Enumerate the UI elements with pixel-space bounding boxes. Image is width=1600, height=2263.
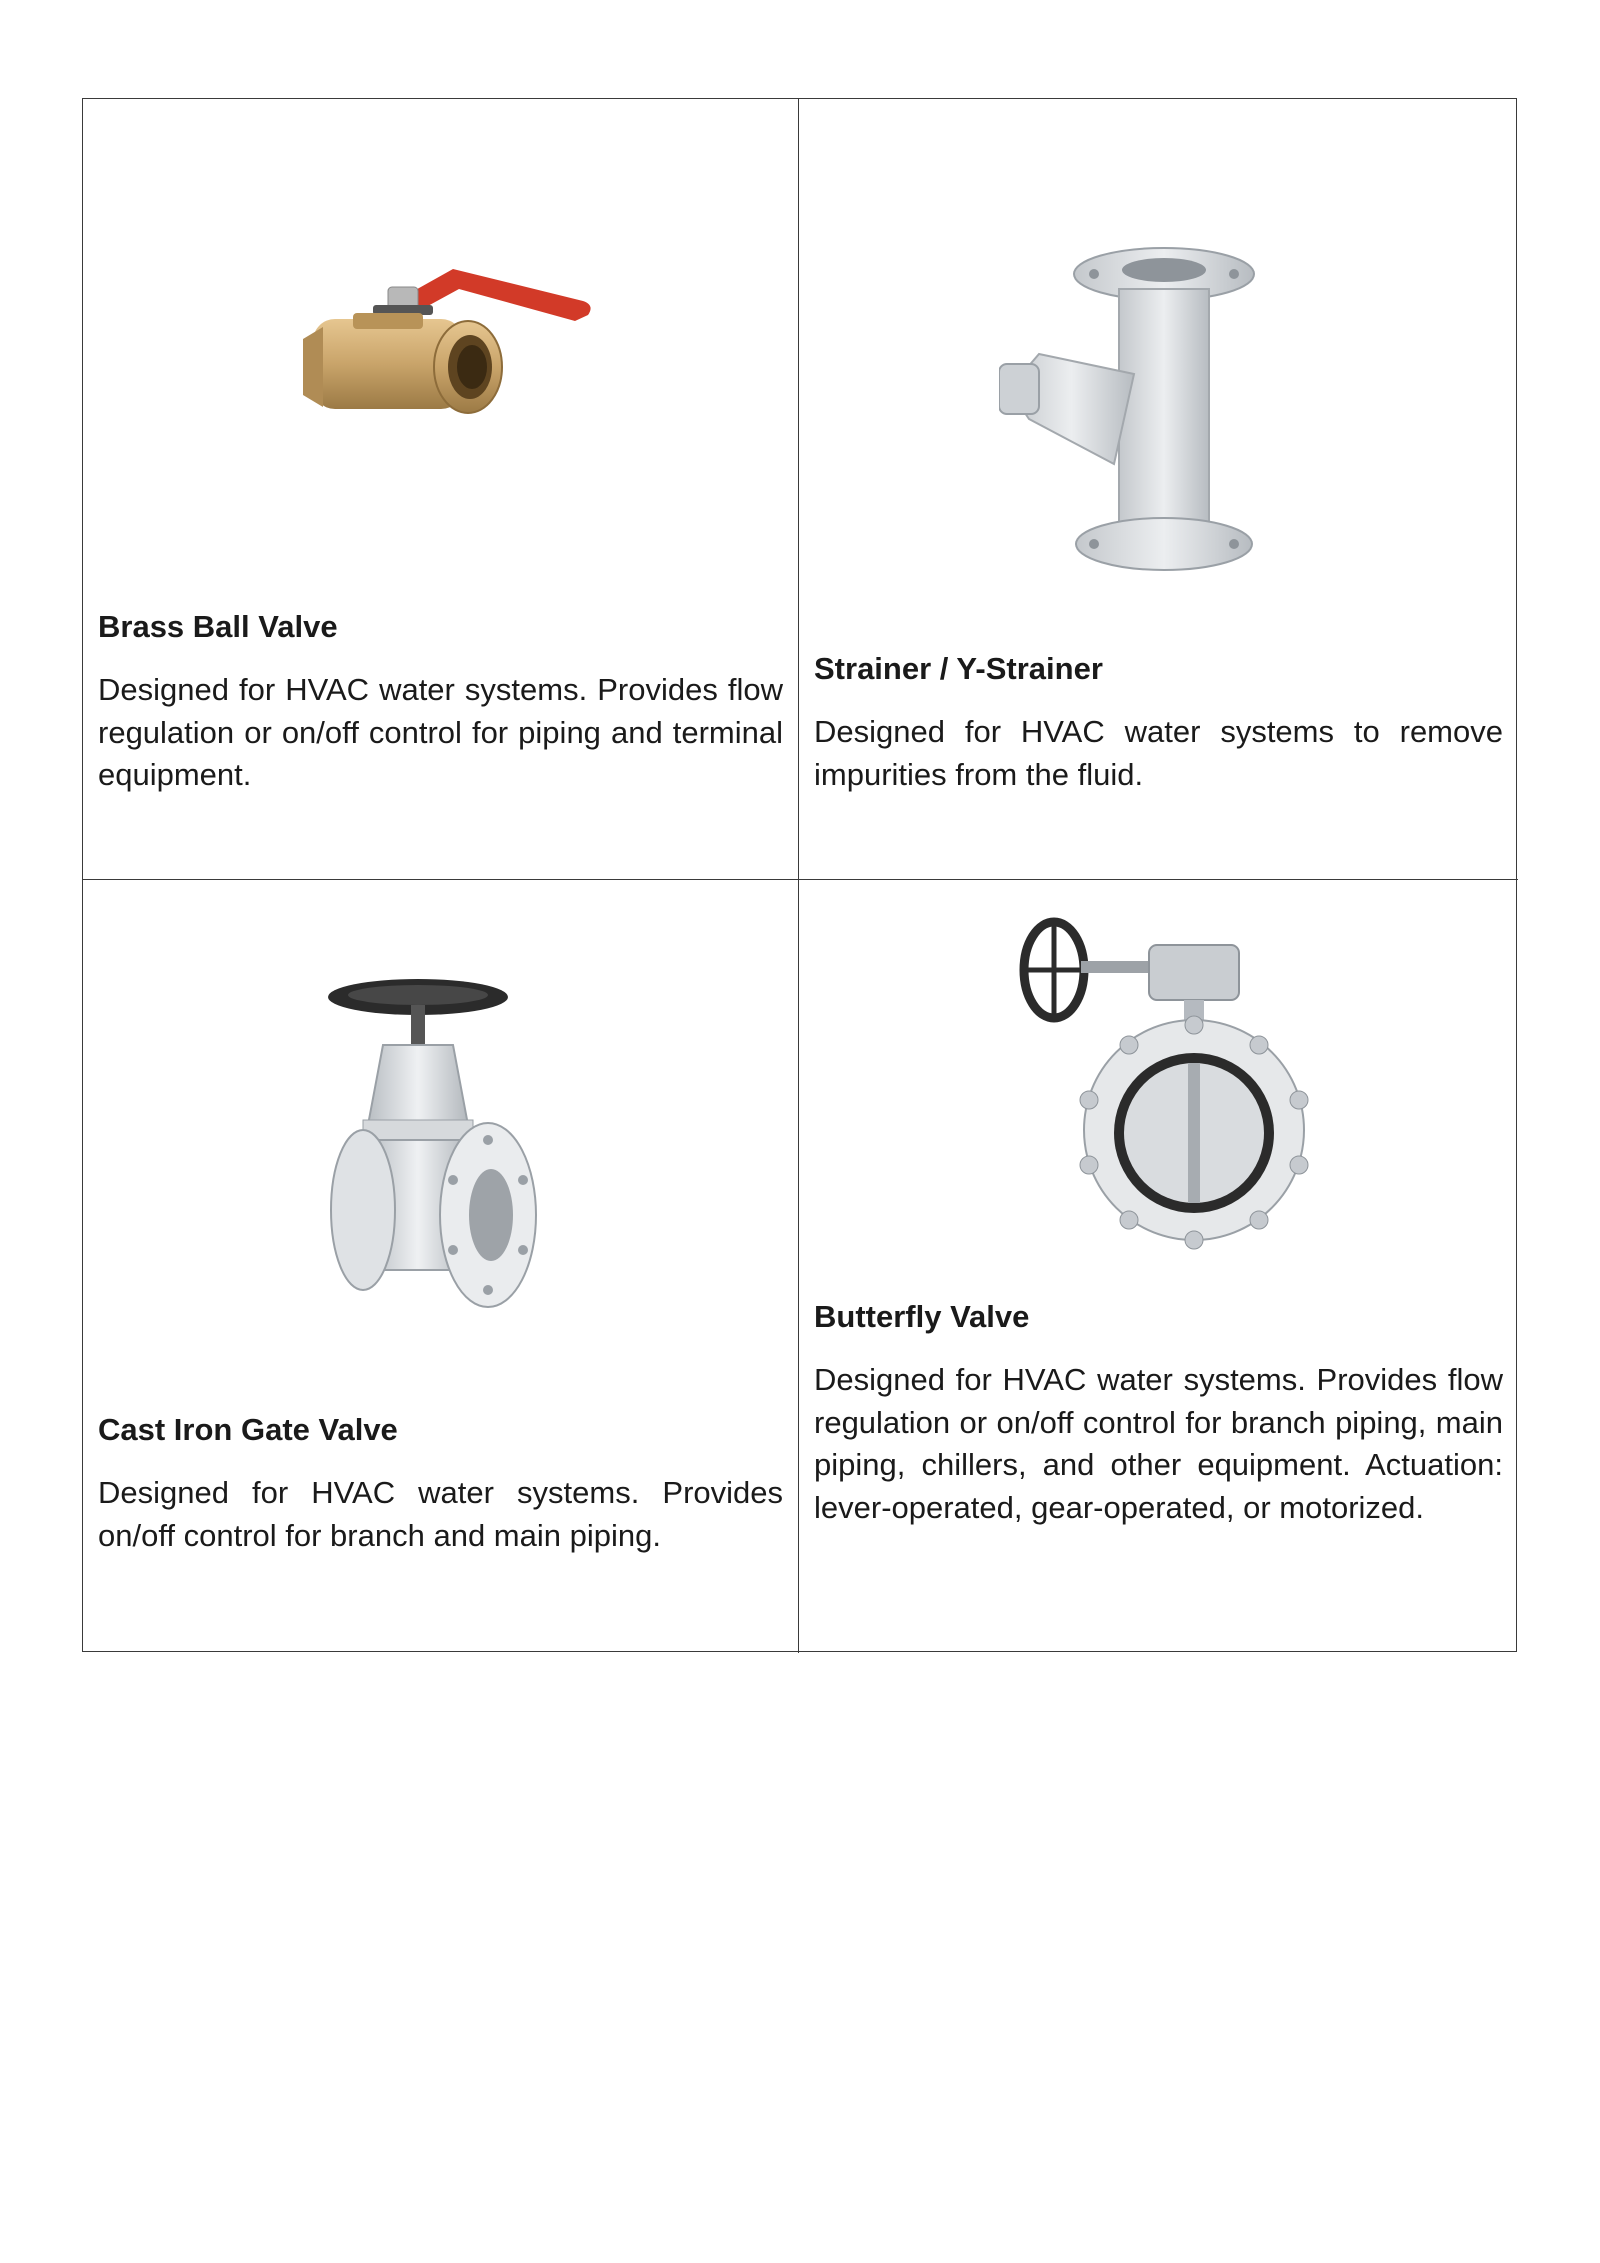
product-description: Designed for HVAC water systems. Provides on/off control for branch and main piping. [98,1475,783,1553]
product-description: Designed for HVAC water systems. Provides flow regulation or on/off control for branch piping, main piping, chillers, and other equipment. Actuation: lever-operated, gear-operated, or motorized. [814,1362,1503,1525]
product-cell-brass-ball-valve [83,99,799,880]
product-title: Strainer / Y-Strainer [814,651,1103,686]
product-text [814,1297,1503,1529]
product-text [814,649,1503,796]
product-description: Designed for HVAC water systems. Provides flow regulation or on/off control for piping and terminal equipment. [98,672,783,792]
product-description: Designed for HVAC water systems to remove impurities from the fluid. [814,714,1503,792]
product-cell-y-strainer [799,99,1518,880]
product-title: Cast Iron Gate Valve [98,1412,398,1447]
product-cell-butterfly-valve [799,880,1518,1653]
product-text [98,1410,783,1557]
gate-valve-image [323,975,553,1335]
product-title: Butterfly Valve [814,1299,1030,1334]
butterfly-valve-image [1009,915,1309,1260]
product-table [82,98,1517,1652]
y-strainer-image [999,244,1299,574]
brass-ball-valve-image [283,239,603,439]
product-text [98,607,783,797]
product-cell-gate-valve [83,880,799,1653]
product-title: Brass Ball Valve [98,609,338,644]
